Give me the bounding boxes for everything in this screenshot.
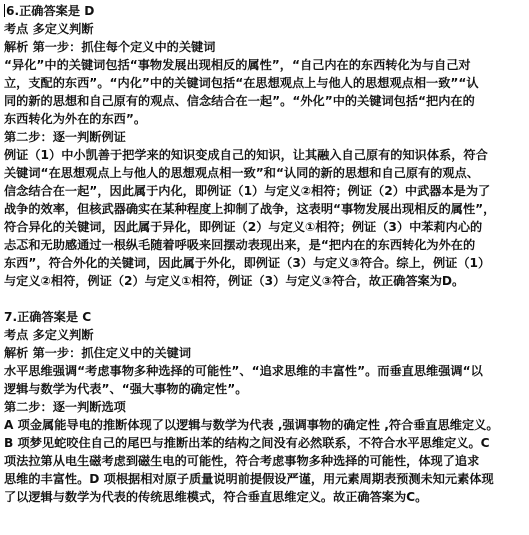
q6-line: 考点 多定义判断 <box>4 22 94 36</box>
q6-line: 立，支配的东西”。“内化”中的关键词包括“在思想观点上与他人的思想观点相一致”“认 <box>4 76 479 90</box>
q7-line: 逻辑与数学为代表”、“强大事物的确定性”。 <box>4 382 248 396</box>
q6-line: 第二步：逐一判断例证 <box>4 130 126 144</box>
text-cursor <box>4 4 5 17</box>
q7-line: 了以逻辑与数学为代表的传统思维模式，符合垂直思维定义。故正确答案为C。 <box>4 490 428 504</box>
q7-line: 思维的丰富性。D 项根据相对原子质量说明前提假设严谨，用元素周期表预测未知元素体现 <box>4 472 494 486</box>
q6-line: 信念结合在一起”，因此属于内化，即例证（1）与定义②相符；例证（2）中武器本是为了 <box>4 184 491 198</box>
q6-title-line <box>4 2 523 20</box>
q6-explanation <box>4 20 523 290</box>
q7-line: 项法拉第从电生磁考虑到磁生电的可能性，符合考虑事物多种选择的可能性，体现了追求 <box>4 454 480 468</box>
q7-line: 考点 多定义判断 <box>4 328 94 342</box>
q6-line: 与定义②相符，例证（2）与定义①相符，例证（3）与定义③符合，故正确答案为D。 <box>4 274 465 288</box>
q7-line: A 项金属能导电的推断体现了以逻辑与数学为代表 ,强调事物的确定性 ,符合垂直思维定义。 <box>4 418 499 432</box>
q7-explanation <box>4 326 523 506</box>
q7-title: 7.正确答案是 C <box>4 310 92 324</box>
q6-title: 6.正确答案是 D <box>6 4 95 18</box>
q6-line: “异化”中的关键词包括“事物发展出现相反的属性”，“自己内在的东西转化为与自己对 <box>4 58 471 72</box>
q7-line: 解析 第一步：抓住定义中的关键词 <box>4 346 192 360</box>
q6-line: 同的新的思想和自己原有的观点、信念结合在一起”。“外化”中的关键词包括“把内在的 <box>4 94 475 108</box>
q6-line: 例证（1）中小凯善于把学来的知识变成自己的知识，让其融入自己原有的知识体系，符合 <box>4 148 488 162</box>
q6-line: 战争的效率，但核武器确实在某种程度上抑制了战争，这表明“事物发展出现相反的属性”， <box>4 202 496 216</box>
q6-line: 东西转化为外在的东西”。 <box>4 112 147 126</box>
q6-line: 忐忑和无助感通过一根纵毛随着呼吸来回摆动表现出来，是“把内在的东西转化为外在的 <box>4 238 476 252</box>
q6-line: 解析 第一步：抓住每个定义中的关键词 <box>4 40 216 54</box>
q7-line: B 项梦见蛇咬住自己的尾巴与推断出苯的结构之间没有必然联系，不符合水平思维定义。C <box>4 436 490 450</box>
q7-line: 第二步：逐一判断选项 <box>4 400 126 414</box>
q6-line: 符合异化的关键词，因此属于异化，即例证（2）与定义①相符；例证（3）中苯莉内心的 <box>4 220 483 234</box>
q6-line: 东西”，符合外化的关键词，因此属于外化，即例证（3）与定义③符合。综上，例证（1） <box>4 256 491 270</box>
q6-line: 关键词“在思想观点上与他人的思想观点相一致”和“认同的新的思想和自己原有的观点、 <box>4 166 479 180</box>
section-spacer <box>4 290 523 308</box>
q7-line: 水平思维强调“考虑事物多种选择的可能性”、“追求思维的丰富性”。而垂直思维强调“以 <box>4 364 483 378</box>
